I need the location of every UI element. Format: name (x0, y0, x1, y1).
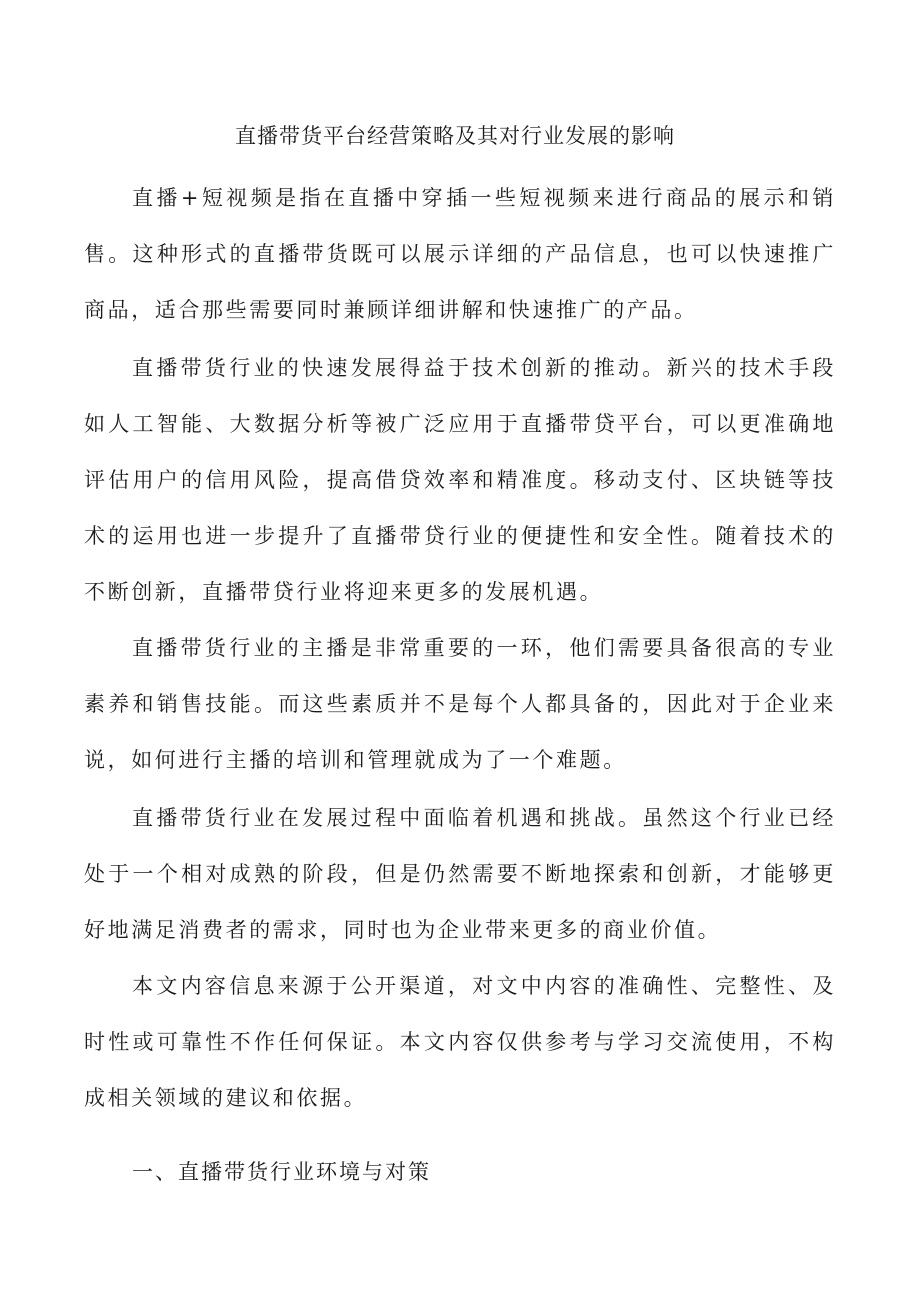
document-title: 直播带货平台经营策略及其对行业发展的影响 (235, 124, 675, 148)
paragraph-live-short-video: 直播+短视频是指在直播中穿插一些短视频来进行商品的展示和销售。这种形式的直播带货既可以展示详细的产品信息，也可以快速推广商品，适合那些需要同时兼顾详细讲解和快速推广的产品。 (84, 186, 836, 322)
paragraph-disclaimer: 本文内容信息来源于公开渠道，对文中内容的准确性、完整性、及时性或可靠性不作任何保证。本文内容仅供参考与学习交流使用，不构成相关领域的建议和依据。 (84, 974, 836, 1110)
section-heading: 一、直播带货行业环境与对策 (132, 1160, 431, 1184)
paragraph-technology-innovation: 直播带货行业的快速发展得益于技术创新的推动。新兴的技术手段如人工智能、大数据分析等被广泛应用于直播带贷平台，可以更准确地评估用户的信用风险，提高借贷效率和精准度。移动支付、区块链等技术的运用也进一步提升了直播带贷行业的便捷性和安全性。随着技术的不断创新，直播带贷行业将迎来更多的发展机遇。 (84, 356, 836, 604)
paragraph-host-training: 直播带货行业的主播是非常重要的一环，他们需要具备很高的专业素养和销售技能。而这些素质并不是每个人都具备的，因此对于企业来说，如何进行主播的培训和管理就成为了一个难题。 (84, 636, 836, 772)
paragraph-opportunities-challenges: 直播带货行业在发展过程中面临着机遇和挑战。虽然这个行业已经处于一个相对成熟的阶段，但是仍然需要不断地探索和创新，才能够更好地满足消费者的需求，同时也为企业带来更多的商业价值。 (84, 806, 836, 942)
